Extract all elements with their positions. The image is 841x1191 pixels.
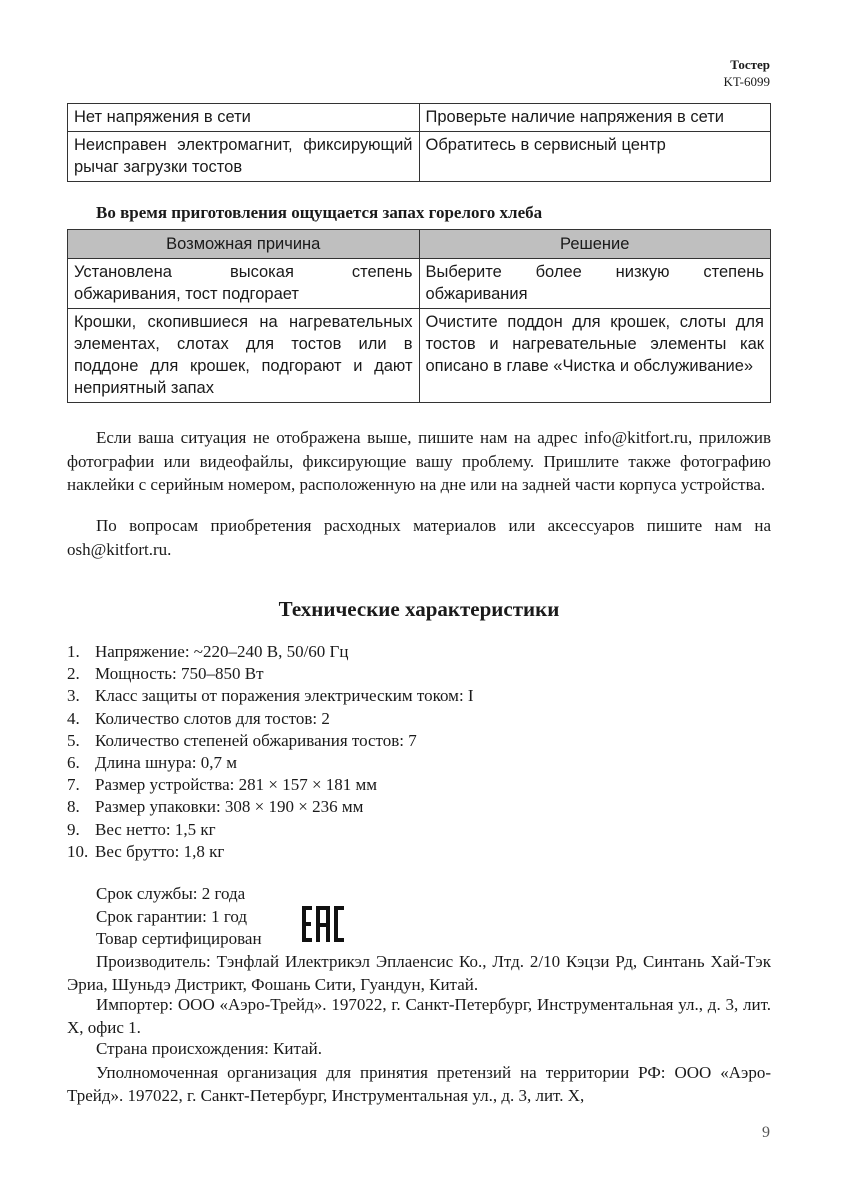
solution-cell: Проверьте наличие напряжения в сети — [419, 104, 771, 132]
spec-text: Длина шнура: 0,7 м — [95, 753, 238, 773]
spec-number: 4. — [67, 708, 80, 728]
accessories-paragraph: По вопросам приобретения расходных материалов или аксессуаров пишите нам на osh@kitfort.ru. — [67, 516, 771, 559]
spec-text: Напряжение: ~220–240 В, 50/60 Гц — [95, 642, 349, 661]
spec-number: 3. — [67, 686, 80, 706]
model-number: KT-6099 — [723, 74, 770, 89]
cause-cell: Крошки, скопившиеся на нагревательных элементах, слотах для тостов или в поддоне для крошек, подгорают и дают неприятный запах — [68, 309, 420, 403]
page-header — [724, 56, 770, 90]
table-header-row — [68, 230, 771, 259]
cause-cell: Неисправен электромагнит, фиксирующий рычаг загрузки тостов — [68, 132, 420, 182]
spec-text: Размер устройства: 281 × 157 × 181 мм — [95, 775, 378, 795]
cause-cell: Нет напряжения в сети — [68, 104, 420, 132]
spec-item — [67, 708, 474, 730]
eac-mark-icon — [301, 904, 345, 944]
spec-item — [67, 796, 474, 818]
troubleshooting-table-continued — [67, 103, 771, 182]
certification-note: Товар сертифицирован — [96, 929, 262, 948]
spec-item — [67, 730, 474, 752]
page-number: 9 — [762, 1124, 770, 1141]
product-name: Тостер — [730, 57, 770, 72]
spec-number: 2. — [67, 664, 80, 684]
spec-number: 7. — [67, 775, 80, 795]
solution-header: Решение — [419, 230, 771, 259]
table-row — [68, 259, 771, 309]
specs-list — [67, 641, 474, 863]
spec-item — [67, 752, 474, 774]
spec-text: Класс защиты от поражения электрическим током: I — [95, 686, 474, 706]
spec-number: 9. — [67, 819, 80, 839]
table-row — [68, 104, 771, 132]
spec-item — [67, 641, 474, 663]
importer-info: Импортер: ООО «Аэро-Трейд». 197022, г. Санкт-Петербург, Инструментальная ул., д. 3, лит. Х, офис 1. — [67, 995, 771, 1037]
problem-title: Во время приготовления ощущается запах горелого хлеба — [96, 203, 543, 222]
spec-text: Вес нетто: 1,5 кг — [95, 819, 216, 839]
spec-number: 8. — [67, 797, 80, 817]
spec-number: 10. — [67, 841, 89, 861]
spec-text: Количество слотов для тостов: 2 — [95, 708, 330, 728]
spec-number: 1. — [67, 642, 80, 661]
solution-cell: Очистите поддон для крошек, слоты для тостов и нагревательные элементы как описано в главе «Чистка и обслуживание» — [419, 309, 771, 403]
table-row — [68, 132, 771, 182]
spec-item — [67, 663, 474, 685]
authorized-organization: Уполномоченная организация для принятия претензий на территории РФ: ООО «Аэро-Трейд». 197022, г. Санкт-Петербург, Инструментальная ул., д. 3, лит. Х, — [67, 1063, 771, 1105]
spec-text: Мощность: 750–850 Вт — [95, 664, 264, 684]
spec-item — [67, 774, 474, 796]
spec-item — [67, 819, 474, 841]
spec-text: Количество степеней обжаривания тостов: 7 — [95, 730, 417, 750]
cause-header: Возможная причина — [68, 230, 420, 259]
burnt-smell-table — [67, 229, 771, 403]
spec-text: Вес брутто: 1,8 кг — [95, 841, 225, 861]
spec-item — [67, 841, 474, 863]
spec-item — [67, 685, 474, 707]
cause-cell: Установлена высокая степень обжаривания, тост подгорает — [68, 259, 420, 309]
contact-paragraph: Если ваша ситуация не отображена выше, пишите нам на адрес info@kitfort.ru, приложив фотографии или видеофайлы, фиксирующие вашу проблему. Пришлите также фотографию наклейки с серийным номером, расположенную на дне или на задней части корпуса устройства. — [67, 428, 771, 494]
warranty-period: Срок гарантии: 1 год — [96, 907, 248, 926]
solution-cell: Обратитесь в сервисный центр — [419, 132, 771, 182]
country-of-origin: Страна происхождения: Китай. — [96, 1039, 323, 1058]
specs-heading: Технические характеристики — [278, 597, 560, 621]
spec-text: Размер упаковки: 308 × 190 × 236 мм — [95, 797, 364, 817]
manufacturer-info: Производитель: Тэнфлай Илектрикэл Эплаенсис Ко., Лтд. 2/10 Кэцзи Рд, Синтань Хай-Тэк Эриа, Шуньдэ Дистрикт, Фошань Сити, Гуандун, Китай. — [67, 952, 771, 994]
table-row — [68, 309, 771, 403]
service-life: Срок службы: 2 года — [96, 884, 246, 903]
spec-number: 5. — [67, 730, 80, 750]
spec-number: 6. — [67, 753, 80, 773]
solution-cell: Выберите более низкую степень обжаривания — [419, 259, 771, 309]
